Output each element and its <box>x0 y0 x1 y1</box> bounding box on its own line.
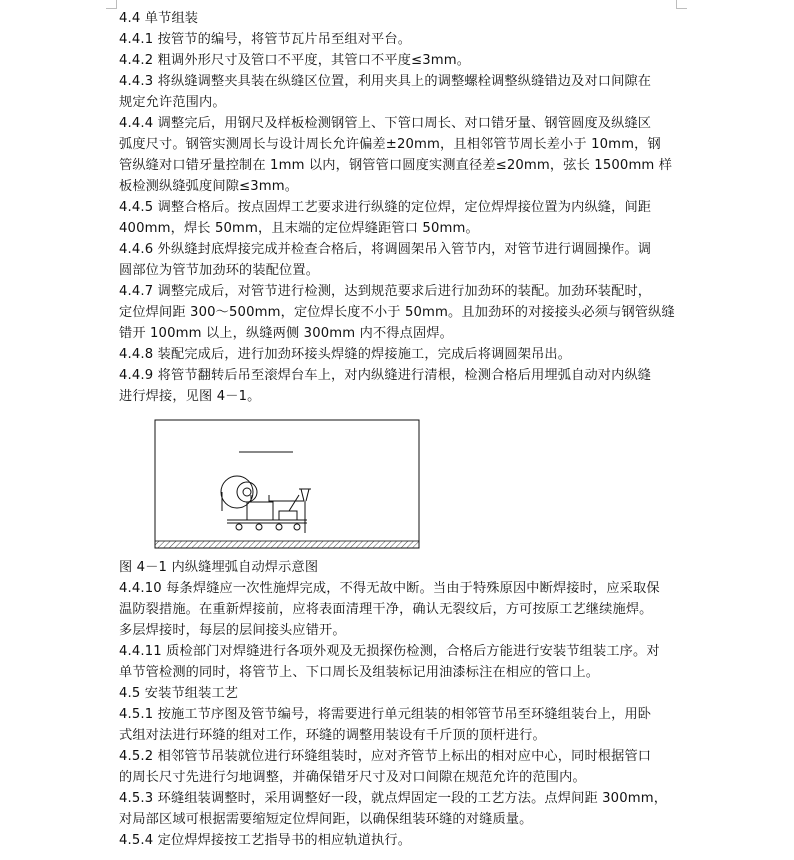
welding-machine <box>221 476 311 533</box>
text-line-bottom-8: 式组对法进行环缝的组对工作，环缝的调整用装设有千斤顶的顶杆进行。 <box>119 728 546 743</box>
text-line-top-7: 管纵缝对口错牙量控制在 1mm 以内，钢管管口圆度实测直径差≤20mm，弦长 1500mm 样 <box>119 158 673 173</box>
text-line-top-17: 4.4.9 将管节翻转后吊至滚焊台车上，对内纵缝进行清根，检测合格后用埋弧自动对内纵缝 <box>119 368 652 383</box>
text-line-bottom-3: 多层焊接时，每层的层间接头应错开。 <box>119 623 346 638</box>
text-line-top-5: 4.4.4 调整完后，用钢尺及样板检测钢管上、下管口周长、对口错牙量、钢管圆度及纵缝区 <box>119 116 652 131</box>
text-line-top-10: 400mm，焊长 50mm，且末端的定位焊缝距管口 50mm。 <box>119 221 479 236</box>
text-line-top-6: 弧度尺寸。钢管实测周长与设计周长允许偏差±20mm，且相邻管节周长差小于 10mm，钢 <box>119 137 661 152</box>
text-line-bottom-9: 4.5.2 相邻管节吊装就位进行环缝组装时，应对齐管节上标出的相对应中心，同时根据管口 <box>119 749 652 764</box>
text-line-top-12: 圆部位为管节加劲环的装配位置。 <box>119 263 320 278</box>
document-body <box>119 8 677 851</box>
section-4-4-10-onward-text <box>119 557 677 851</box>
text-line-top-15: 错开 100mm 以上，纵缝两侧 300mm 内不得点固焊。 <box>119 326 453 341</box>
text-line-top-13: 4.4.7 调整完成后，对管节进行检测，达到规范要求后进行加劲环的装配。加劲环装配时， <box>119 284 652 299</box>
text-line-bottom-4: 4.4.11 质检部门对焊缝进行各项外观及无损探伤检测，合格后方能进行安装节组装工序。对 <box>119 644 660 659</box>
text-line-top-8: 板检测纵缝弧度间隙≤3mm。 <box>119 179 299 194</box>
figure-4-1-diagram <box>119 411 677 557</box>
text-line-bottom-5: 单节管检测的同时，将管节上、下口周长及组装标记用油漆标注在相应的管口上。 <box>119 665 600 680</box>
section-4-4-text <box>119 8 677 407</box>
text-line-bottom-0: 图 4－1 内纵缝埋弧自动焊示意图 <box>119 560 319 575</box>
text-line-top-16: 4.4.8 装配完成后，进行加劲环接头焊缝的焊接施工，完成后将调圆架吊出。 <box>119 347 572 362</box>
text-line-bottom-13: 4.5.4 定位焊焊接按工艺指导书的相应轨道执行。 <box>119 833 412 848</box>
text-line-top-18: 进行焊接，见图 4－1。 <box>119 389 261 404</box>
page-corner-mark-right <box>676 0 687 9</box>
text-line-bottom-7: 4.5.1 按施工节序图及管节编号，将需要进行单元组装的相邻管节吊至环缝组装台上，用卧 <box>119 707 652 722</box>
text-line-top-14: 定位焊间距 300～500mm，定位焊长度不小于 50mm。且加劲环的对接接头必须与钢管纵缝 <box>119 305 675 320</box>
pipe-bottom-wall <box>155 541 419 548</box>
text-line-top-11: 4.4.6 外纵缝封底焊接完成并检查合格后，将调圆架吊入管节内，对管节进行调圆操作。调 <box>119 242 652 257</box>
text-line-bottom-1: 4.4.10 每条焊缝应一次性施焊完成，不得无故中断。当由于特殊原因中断焊接时，应采取保 <box>119 581 660 596</box>
text-line-bottom-11: 4.5.3 环缝组装调整时，采用调整好一段，就点焊固定一段的工艺方法。点焊间距 300mm， <box>119 791 668 806</box>
text-line-top-2: 4.4.2 粗调外形尺寸及管口不平度，其管口不平度≤3mm。 <box>119 53 471 68</box>
text-line-top-9: 4.4.5 调整合格后。按点固焊工艺要求进行纵缝的定位焊，定位焊焊接位置为内纵缝，间距 <box>119 200 652 215</box>
pipe-body <box>155 420 419 548</box>
text-line-bottom-10: 的周长尺寸先进行匀地调整，并确保错牙尺寸及对口间隙在规范允许的范围内。 <box>119 770 586 785</box>
text-line-top-3: 4.4.3 将纵缝调整夹具装在纵缝区位置，利用夹具上的调整螺栓调整纵缝错边及对口间隙在 <box>119 74 652 89</box>
text-line-bottom-2: 温防裂措施。在重新焊接前，应将表面清理干净，确认无裂纹后，方可按原工艺继续施焊。 <box>119 602 653 617</box>
text-line-top-4: 规定允许范围内。 <box>119 95 226 110</box>
text-line-top-1: 4.4.1 按管节的编号，将管节瓦片吊至组对平台。 <box>119 32 412 47</box>
text-line-bottom-12: 对局部区域可根据需要缩短定位焊间距，以确保组装环缝的对缝质量。 <box>119 812 533 827</box>
text-line-bottom-6: 4.5 安装节组装工艺 <box>119 686 239 701</box>
text-line-top-0: 4.4 单节组装 <box>119 11 199 26</box>
page-corner-mark-left <box>106 0 117 9</box>
